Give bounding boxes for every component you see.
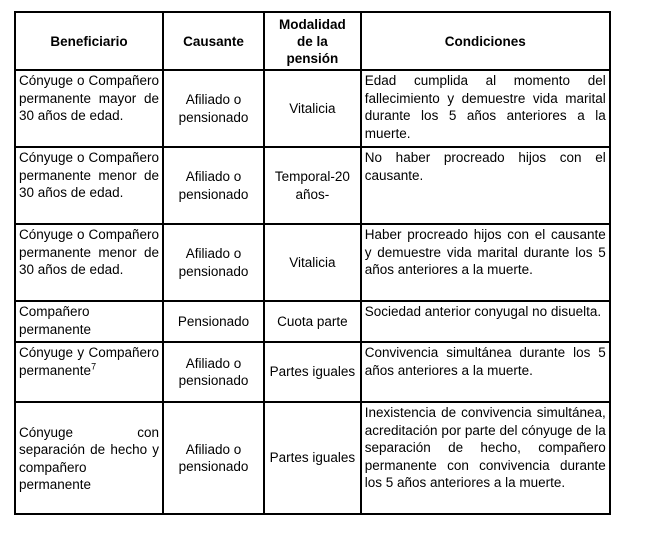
header-causante: Causante bbox=[164, 13, 263, 69]
cell-modalidad: Temporal-20 años- bbox=[265, 148, 360, 223]
cell-condiciones: Edad cumplida al momento del fallecimiento y demuestre vida marital durante los 5 años anteriores a la muerte. bbox=[362, 71, 609, 146]
table-row bbox=[16, 225, 609, 300]
cell-condiciones: No haber procreado hijos con el causante. bbox=[362, 148, 609, 223]
cell-beneficiario: Cónyuge o Compañero permanente mayor de 30 años de edad. bbox=[16, 71, 162, 146]
cell-causante: Afiliado o pensionado bbox=[164, 343, 263, 401]
cell-causante: Pensionado bbox=[164, 302, 263, 341]
cell-beneficiario: Compañero permanente bbox=[16, 302, 162, 341]
cell-modalidad: Partes iguales bbox=[265, 343, 360, 401]
cell-beneficiario: Cónyuge o Compañero permanente menor de 30 años de edad. bbox=[16, 225, 162, 300]
cell-causante: Afiliado o pensionado bbox=[164, 403, 263, 513]
cell-modalidad: Partes iguales bbox=[265, 403, 360, 513]
table-row bbox=[16, 343, 609, 401]
cell-condiciones: Convivencia simultánea durante los 5 años anteriores a la muerte. bbox=[362, 343, 609, 401]
table-row bbox=[16, 148, 609, 223]
table-row bbox=[16, 71, 609, 146]
header-condiciones: Condiciones bbox=[362, 13, 609, 69]
footnote-marker: 7 bbox=[91, 361, 97, 371]
cell-beneficiario: Cónyuge con separación de hecho y compañero permanente bbox=[16, 403, 162, 513]
cell-beneficiario: Cónyuge o Compañero permanente menor de 30 años de edad. bbox=[16, 148, 162, 223]
pension-beneficiaries-table bbox=[14, 11, 611, 515]
cell-condiciones: Inexistencia de convivencia simultánea, acreditación por parte del cónyuge de la separación de hecho, compañero permanente con convivencia durante los 5 años anteriores a la muerte. bbox=[362, 403, 609, 513]
cell-modalidad: Cuota parte bbox=[265, 302, 360, 341]
cell-causante: Afiliado o pensionado bbox=[164, 148, 263, 223]
header-modalidad: Modalidad de la pensión bbox=[265, 13, 360, 69]
cell-beneficiario bbox=[16, 343, 162, 401]
header-row bbox=[16, 13, 609, 69]
table-row bbox=[16, 403, 609, 513]
cell-causante: Afiliado o pensionado bbox=[164, 71, 263, 146]
cell-causante: Afiliado o pensionado bbox=[164, 225, 263, 300]
header-beneficiario: Beneficiario bbox=[16, 13, 162, 69]
cell-modalidad: Vitalicia bbox=[265, 225, 360, 300]
table-row bbox=[16, 302, 609, 341]
cell-condiciones: Haber procreado hijos con el causante y demuestre vida marital durante los 5 años anteriores a la muerte. bbox=[362, 225, 609, 300]
cell-beneficiario-text: Cónyuge y Compañero permanente bbox=[19, 345, 159, 378]
cell-modalidad: Vitalicia bbox=[265, 71, 360, 146]
cell-condiciones: Sociedad anterior conyugal no disuelta. bbox=[362, 302, 609, 341]
